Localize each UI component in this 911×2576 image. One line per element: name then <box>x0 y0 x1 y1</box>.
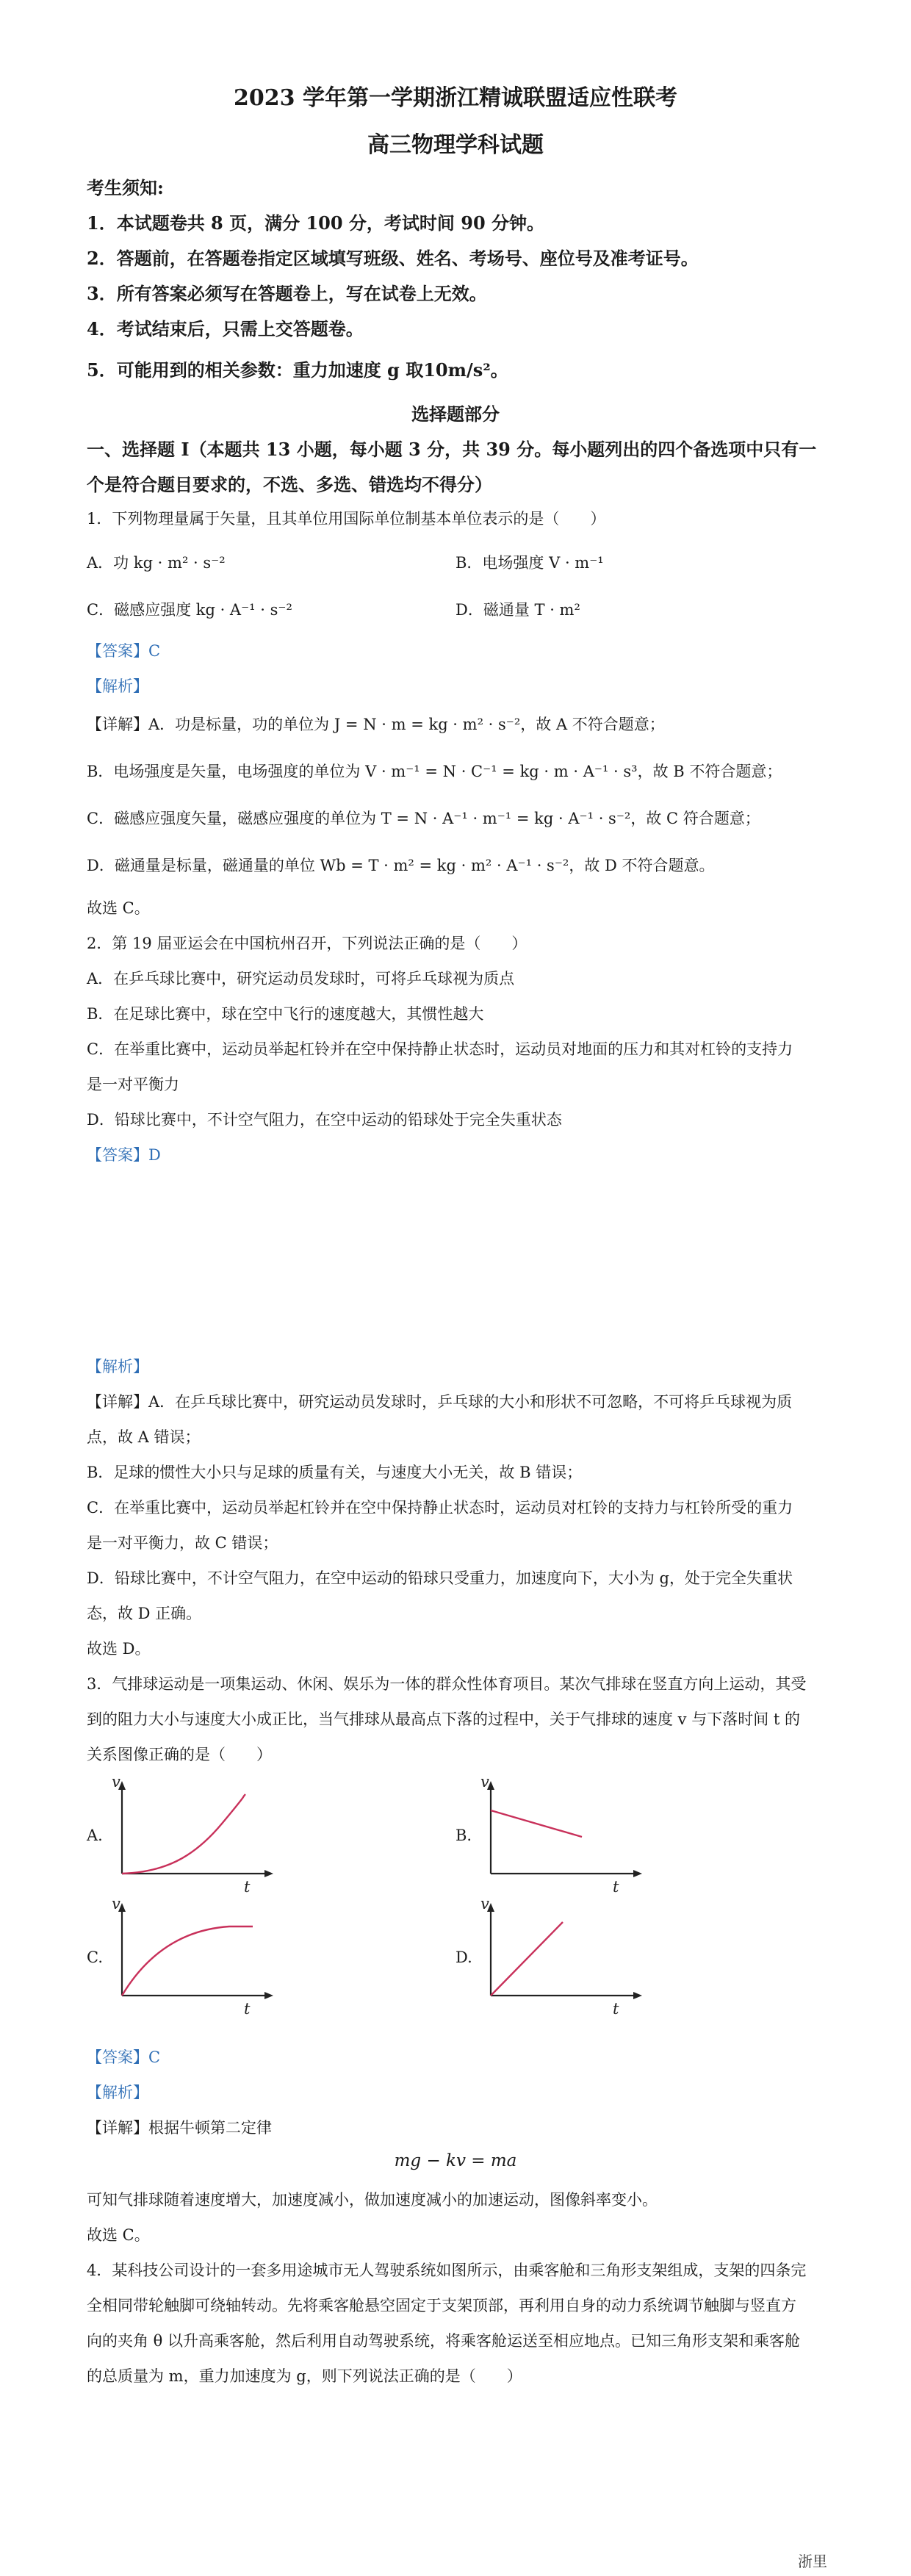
detail-line: D．铅球比赛中，不计空气阻力，在空中运动的铅球只受重力，加速度向下，大小为 g，处于完全失重状 <box>87 1569 793 1587</box>
exam-subtitle: 高三物理学科试题 <box>367 132 544 158</box>
option-a-label: A. <box>87 1827 103 1844</box>
option-line: A．在乒乓球比赛中，研究运动员发球时，可将乒乓球视为质点 <box>87 970 515 987</box>
axis-t-label: t <box>613 2000 619 2018</box>
exam-title: 2023 学年第一学期浙江精诚联盟适应性联考 <box>234 85 677 111</box>
graph-a <box>112 1778 281 1896</box>
notice-item: 5．可能用到的相关参数：重力加速度 g 取10m/s²。 <box>87 359 508 381</box>
conclusion: 故选 C。 <box>87 899 150 917</box>
notice-heading: 考生须知: <box>87 177 164 198</box>
conclusion: 故选 C。 <box>87 2226 150 2244</box>
question-stem: 向的夹角 θ 以升高乘客舱，然后利用自动驾驶系统，将乘客舱运送至相应地点。已知三角形支架和乘客舱 <box>87 2332 800 2350</box>
option-d-label: D. <box>455 1949 472 1966</box>
option-line: 是一对平衡力 <box>87 1076 179 1093</box>
question-stem: 4．某科技公司设计的一套多用途城市无人驾驶系统如图所示，由乘客舱和三角形支架组成，支架的四条完 <box>87 2262 807 2279</box>
detail-line: 【详解】A．功是标量，功的单位为 J = N · m = kg · m² · s⁻²，故 A 不符合题意； <box>87 716 665 733</box>
axis-v-label: v <box>112 1900 120 1913</box>
question-stem: 2．第 19 届亚运会在中国杭州召开，下列说法正确的是（ ） <box>87 935 527 952</box>
analysis-label: 【解析】 <box>87 677 148 695</box>
detail-line: 【详解】A．在乒乓球比赛中，研究运动员发球时，乒乓球的大小和形状不可忽略，不可将乒乓球视为质 <box>87 1393 793 1411</box>
question-stem: 到的阻力大小与速度大小成正比，当气排球从最高点下落的过程中，关于气排球的速度 v 与下落时间 t 的 <box>87 1710 800 1728</box>
answer-label: 【答案】C <box>87 2048 161 2066</box>
option-a: A．功 kg · m² · s⁻² <box>87 554 226 572</box>
graph-b <box>480 1778 649 1896</box>
detail-line: 是一对平衡力，故 C 错误； <box>87 1534 278 1552</box>
option-line: C．在举重比赛中，运动员举起杠铃并在空中保持静止状态时，运动员对地面的压力和其对杠铃的支持力 <box>87 1040 793 1058</box>
question-stem: 1．下列物理量属于矢量，且其单位用国际单位制基本单位表示的是（ ） <box>87 510 606 528</box>
detail-line: B．电场强度是矢量，电场强度的单位为 V · m⁻¹ = N · C⁻¹ = kg · m · A⁻¹ · s³，故 B 不符合题意； <box>87 763 782 780</box>
footer-text: 浙里 <box>798 2552 827 2570</box>
detail-line: 态，故 D 正确。 <box>87 1605 202 1622</box>
detail-line: D．磁通量是标量，磁通量的单位 Wb = T · m² = kg · m² · A⁻¹ · s⁻²，故 D 不符合题意。 <box>87 857 715 874</box>
detail-line: C．在举重比赛中，运动员举起杠铃并在空中保持静止状态时，运动员对杠铃的支持力与杠铃所受的重力 <box>87 1499 793 1517</box>
detail-line: C．磁感应强度矢量，磁感应强度的单位为 T = N · A⁻¹ · m⁻¹ = kg · A⁻¹ · s⁻²，故 C 符合题意； <box>87 810 760 827</box>
axis-v-label: v <box>480 1778 489 1791</box>
option-c-label: C. <box>87 1949 103 1966</box>
axis-t-label: t <box>244 1878 251 1896</box>
option-c: C．磁感应强度 kg · A⁻¹ · s⁻² <box>87 601 292 619</box>
axis-t-label: t <box>613 1878 619 1896</box>
notice-item: 4．考试结束后，只需上交答题卷。 <box>87 318 364 339</box>
equation: mg − kv = ma <box>394 2151 517 2170</box>
option-d: D．磁通量 T · m² <box>455 601 580 619</box>
question-stem: 3．气排球运动是一项集运动、休闲、娱乐为一体的群众性体育项目。某次气排球在竖直方向上运动，其受 <box>87 1675 807 1693</box>
conclusion: 故选 D。 <box>87 1640 151 1658</box>
answer-label: 【答案】D <box>87 1146 161 1164</box>
section-intro: 一、选择题 Ⅰ（本题共 13 小题，每小题 3 分，共 39 分。每小题列出的四个备选项中只有一 <box>87 439 817 460</box>
notice-item: 3．所有答案必须写在答题卷上，写在试卷上无效。 <box>87 283 487 304</box>
detail-line: B．足球的惯性大小只与足球的质量有关，与速度大小无关，故 B 错误； <box>87 1464 583 1481</box>
option-line: B．在足球比赛中，球在空中飞行的速度越大，其惯性越大 <box>87 1005 484 1023</box>
option-b: B．电场强度 V · m⁻¹ <box>455 554 604 572</box>
section-intro: 个是符合题目要求的，不选、多选、错选均不得分） <box>87 474 492 495</box>
detail-line: 可知气排球随着速度增大，加速度减小，做加速度减小的加速运动，图像斜率变小。 <box>87 2191 658 2209</box>
option-b-label: B. <box>455 1827 472 1844</box>
graph-c <box>112 1900 281 2018</box>
section-title: 选择题部分 <box>411 403 500 425</box>
axis-v-label: v <box>480 1900 489 1913</box>
axis-v-label: v <box>112 1778 120 1791</box>
analysis-label: 【解析】 <box>87 2084 148 2101</box>
answer-label: 【答案】C <box>87 642 161 660</box>
question-stem: 全相同带轮触脚可绕轴转动。先将乘客舱悬空固定于支架顶部，再利用自身的动力系统调节触脚与竖直方 <box>87 2297 796 2314</box>
analysis-label: 【解析】 <box>87 1358 148 1375</box>
notice-item: 2．答题前，在答题卷指定区域填写班级、姓名、考场号、座位号及准考证号。 <box>87 248 699 269</box>
notice-item: 1．本试题卷共 8 页，满分 100 分，考试时间 90 分钟。 <box>87 212 545 234</box>
detail-line: 点，故 A 错误； <box>87 1428 201 1446</box>
option-line: D．铅球比赛中，不计空气阻力，在空中运动的铅球处于完全失重状态 <box>87 1111 562 1129</box>
graph-d <box>480 1900 649 2018</box>
question-stem: 的总质量为 m，重力加速度为 g，则下列说法正确的是（ ） <box>87 2367 522 2385</box>
axis-t-label: t <box>244 2000 251 2018</box>
detail-line: 【详解】根据牛顿第二定律 <box>87 2119 272 2137</box>
question-stem: 关系图像正确的是（ ） <box>87 1746 272 1763</box>
